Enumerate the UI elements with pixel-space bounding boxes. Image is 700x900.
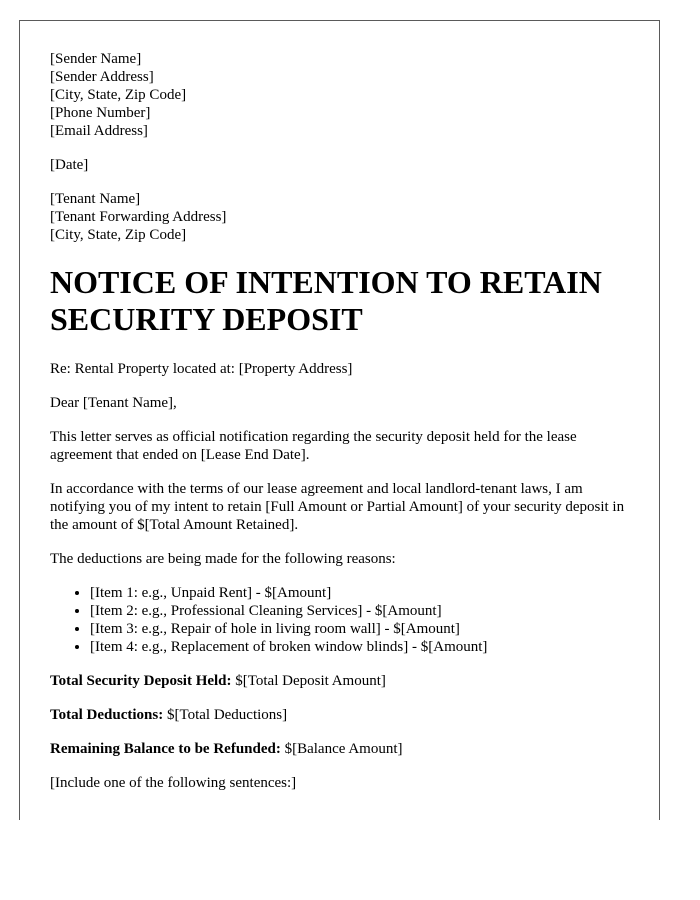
recipient-block	[50, 190, 630, 244]
total-deductions	[50, 706, 630, 724]
sender-block	[50, 50, 630, 140]
paragraph-notification: This letter serves as official notification regarding the security deposit held for the lease agreement that ended on [Lease End Date].	[50, 429, 577, 463]
list-item: • [Item 4: e.g., Replacement of broken window blinds] - $[Amount]	[90, 638, 630, 656]
sender-phone: [Phone Number]	[50, 105, 151, 121]
remaining-balance-label: Remaining Balance to be Refunded:	[50, 741, 281, 757]
remaining-balance-value: $[Balance Amount]	[280, 741, 403, 757]
recipient-name: [Tenant Name]	[50, 191, 141, 207]
remaining-balance	[50, 740, 630, 758]
recipient-forwarding-address: [Tenant Forwarding Address]	[50, 209, 227, 225]
notice-title: NOTICE OF INTENTION TO RETAIN SECURITY DEPOSIT	[50, 264, 602, 337]
include-note: [Include one of the following sentences:]	[50, 775, 297, 791]
total-deductions-value: $[Total Deductions]	[163, 707, 288, 723]
letter-page	[19, 20, 660, 820]
date-block	[50, 156, 630, 174]
sender-name: [Sender Name]	[50, 51, 142, 67]
sender-email: [Email Address]	[50, 123, 148, 139]
total-deposit-held-value: $[Total Deposit Amount]	[231, 673, 386, 689]
list-item: • [Item 2: e.g., Professional Cleaning Services] - $[Amount]	[90, 602, 630, 620]
deductions-list	[50, 584, 630, 656]
total-deposit-held	[50, 672, 630, 690]
sender-city-state-zip: [City, State, Zip Code]	[50, 87, 187, 103]
recipient-city-state-zip: [City, State, Zip Code]	[50, 227, 187, 243]
list-item: • [Item 3: e.g., Repair of hole in living room wall] - $[Amount]	[90, 620, 630, 638]
sender-address: [Sender Address]	[50, 69, 154, 85]
total-deductions-label: Total Deductions:	[50, 707, 164, 723]
paragraph-deductions-intro: The deductions are being made for the following reasons:	[50, 551, 396, 567]
total-deposit-held-label: Total Security Deposit Held:	[50, 673, 232, 689]
salutation: Dear [Tenant Name],	[50, 395, 177, 411]
re-line: Re: Rental Property located at: [Property Address]	[50, 361, 353, 377]
list-item: • [Item 1: e.g., Unpaid Rent] - $[Amount]	[90, 584, 630, 602]
letter-content	[50, 50, 630, 808]
paragraph-intent: In accordance with the terms of our lease agreement and local landlord-tenant laws, I am notifying you of my intent to retain [Full Amount or Partial Amount] of your security deposit in the amount of $[Total Amount Retained].	[50, 481, 625, 533]
letter-date: [Date]	[50, 157, 89, 173]
